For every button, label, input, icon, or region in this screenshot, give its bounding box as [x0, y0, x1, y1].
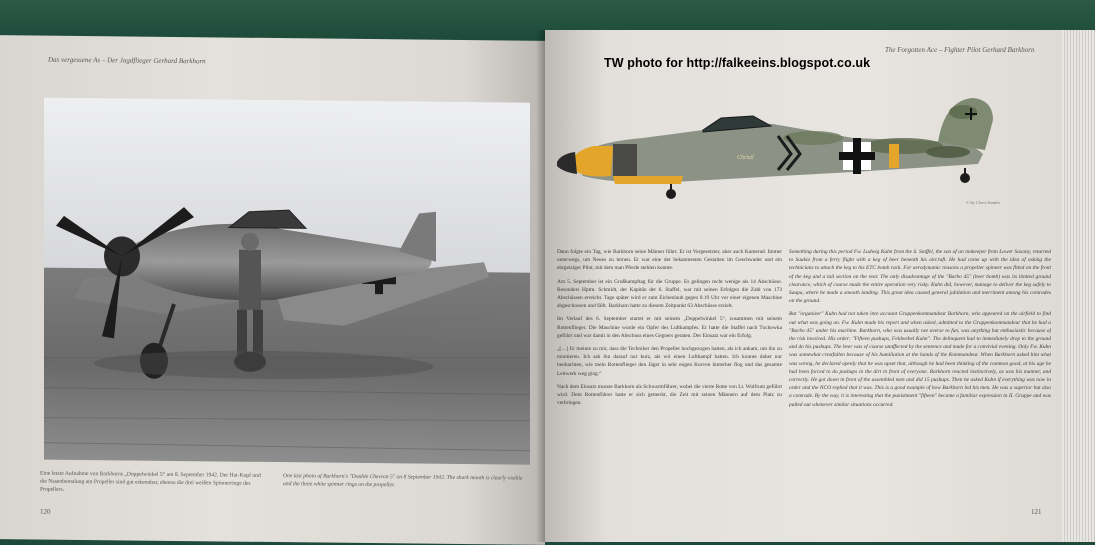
- right-page-number: 121: [1031, 508, 1042, 516]
- german-paragraph: Am 5. September ist ein Großkampftag für die Gruppe. Es gelingen recht wenige als 14 Abschüsse. Besonders Hptm. Schmidt, der Kapitän der 6. Staffel, war mit seinen Erfolgen die Zahl von 173 Abschüssen erreicht. Tage später wird er zum Eichenlaub gegen 8.19 Uhr vor einer eigenen Maschine abgeschossen und fällt. Barkhorn hatte zu diesem Zeitpunkt 63 Abschüsse erzielt.: [557, 278, 782, 310]
- left-page: [0, 35, 545, 545]
- caption-english: One last photo of Barkhorn's "Double Chevron 5" on 8 September 1942. The shark mouth is clearly visible and the three white spinner rings on the propeller.: [283, 473, 523, 489]
- page-block-edge: [1062, 30, 1095, 542]
- aircraft-photo: [44, 98, 530, 465]
- profile-marking-text: Christl: [737, 155, 754, 161]
- left-running-head: Das vergessene As – Der Jagdflieger Gerhard Barkhorn: [48, 55, 206, 66]
- left-page-number: 120: [40, 507, 51, 516]
- bf109-photo-illustration: [44, 98, 530, 465]
- english-text-column: [789, 248, 1051, 498]
- watermark-text: TW photo for http://falkeeins.blogspot.co.uk: [604, 56, 871, 70]
- german-paragraph: „[…] Er meinte zu mir, dass die Techniker den Propeller hochgezogen hatten, als ich ankam, um ihn zu montieren. Ich sah ihn darauf nur kurz, als wir einen Luftkampf hatten. Ich konnte daher nur beobachten, wie mein Rottenflieger den Jäger in sehr engen Kurven hinterher flog und das gesamte Leitwerk weg ging.“: [557, 346, 782, 377]
- profile-credit: © by Claes Sundin: [966, 200, 1000, 205]
- german-text-column: [557, 248, 782, 498]
- english-paragraph: Something during this period Fw. Ludwig Kuhn from the 6. Staffel, the son of an innkeeper from Lower Saxony, returned to Saukio from a ferry flight with a keg of beer beneath his aircraft. He had come up with the idea of asking the technicians to attach the keg to his ETC bomb rack. For aerodynamic reasons a propeller spinner was fitted on the front of the keg and a tail section on the rear. The only disadvantage of the "Barbo 45" (beer bomb) was its limited ground clearance, which of course made the entire operation very risky. Kuhn did, however, manage to deliver the keg safely to Saupa, where he made a smooth landing. This great idea caused general jubilation and merriment among his comrades on the ground.: [789, 249, 1051, 305]
- german-paragraph: Im Verlauf des 6. September startet er mit seinem „Doppelwinkel 5“, zusammen mit seinem Rottenflieger. Die Maschine wurde ein Opfer des Luftkampfes. Er hatte die Staffel nach Tuchowka geführt und war damit in den Abschuss eines Gegners geraten. Der Einsatz war ein Erfolg.: [557, 316, 782, 339]
- bf109-profile-illustration: [553, 80, 1023, 200]
- german-paragraph: Nach dem Einsatz musste Barkhorn als Schwarmführer, wobei die vierte Rotte von Lt. Wolfrum geführt wird. Dem Rottenführer hatte er sich gemerkt, die Zeit mit seinen Männern auf dem Platz zu verbringen.: [557, 383, 782, 407]
- english-paragraph: But "organizer" Kuhn had not taken into account Gruppenkommandeur Barkhorn, who appeared on the airfield to find out what was going on. Fw. Kuhn made his report and when asked, admitted to the Gruppenkommandeur that he had a "Barbo 45" under his machine. Barkhorn, who was usually not averse to fun, was anything but enthusiastic because of the risk involved. His order: "Fifteen pushups, Feldwebel Kuhn". The delinquent had to immediately drop to the ground and do his pushups. The beer was of course unaffected by the sentence and made for a convivial evening. Only Fw. Kuhn was somewhat crestfallen because of his humiliation at the hands of the Kommandeur. When Barkhorn asked him what was wrong, he declared openly that he was upset that, although he had been thinking of the common good, at his age he had been forced to do pushups in the dirt in front of everyone. Barkhorn reacted instinctively, as was his manner, and correctly. He got down in front of the assembled men and did 15 pushups. Then he asked Kuhn if everything was now in order and the NCO replied that it was. This is a good example of how Barkhorn led his men. He was a superior but also a comrade. By the way, it is interesting that the punishment "fifteen" became a familiar expression in II. Gruppe and was pulled out whenever similar situations occurred.: [789, 311, 1051, 408]
- german-paragraph: Dann folgte ein Tag, wie Barkhorn seine Männer führt. Er ist Vorgesetzter, aber auch Kamerad. Immer unterwegs, um Neues zu lernen. Er war eine der bekanntesten Gestalten im Geschwader und ein ehrgeiziger Pilot, mit dem man Pferde stehlen konnte.: [557, 249, 782, 272]
- caption-german: Eine letzte Aufnahme von Barkhorns „Doppelwinkel 5“ am 8. September 1942. Der Hai-Kopf und die Nasenbemalung am Propeller sind gut erkennbar, ebenso die drei weißen Spinnerringe des Propellers.: [40, 470, 261, 493]
- right-running-head: The Forgotten Ace – Fighter Pilot Gerhard Barkhorn: [885, 46, 1035, 54]
